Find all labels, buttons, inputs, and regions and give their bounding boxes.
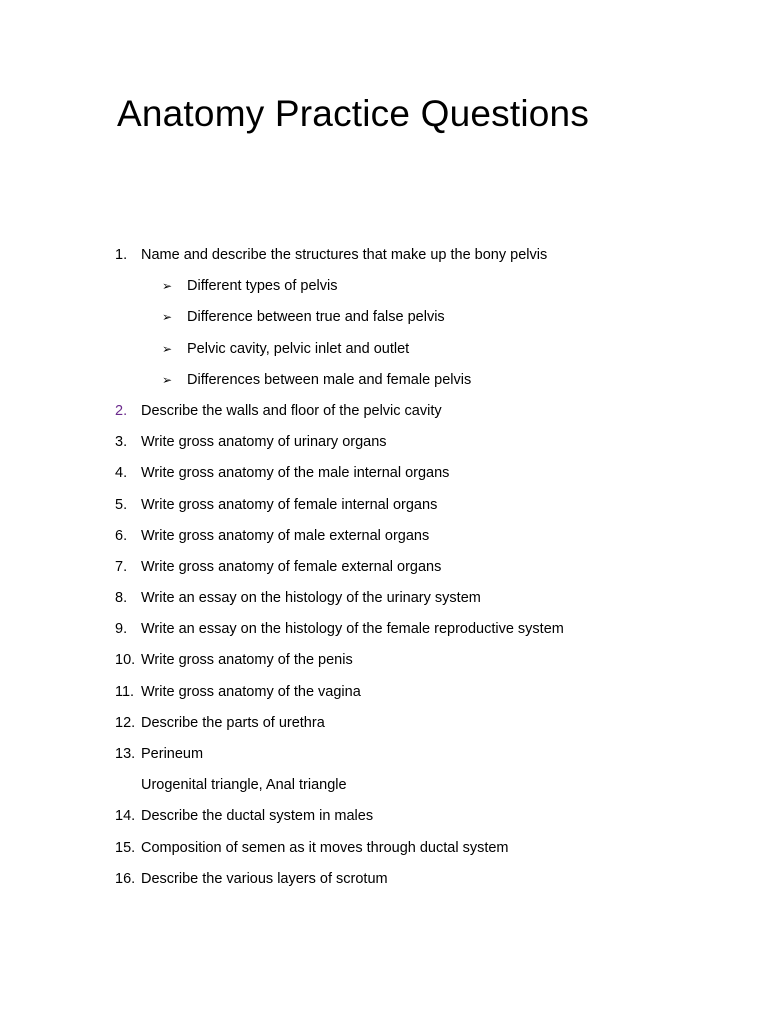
item-text: Composition of semen as it moves through ductal system — [141, 839, 509, 856]
list-item-q1 — [0, 240, 768, 271]
item-text: Name and describe the structures that make up the bony pelvis — [141, 247, 548, 263]
list-item-q13 — [0, 739, 768, 770]
item-text: Write an essay on the histology of the urinary system — [141, 590, 481, 607]
item-text: Write gross anatomy of the vagina — [141, 683, 361, 700]
list-item-q5 — [0, 490, 768, 521]
item-text: Perineum — [141, 746, 204, 762]
sub-item-text: Different types of pelvis — [187, 278, 338, 295]
item-text: Write gross anatomy of the male internal organs — [141, 465, 450, 482]
sub-item-text: Pelvic cavity, pelvic inlet and outlet — [187, 340, 410, 357]
question-list — [0, 240, 768, 895]
item-number: 5. — [115, 496, 128, 513]
item-number: 14. — [115, 808, 136, 825]
item-note-text: Urogenital triangle, Anal triangle — [141, 777, 347, 794]
list-item-q4 — [0, 458, 768, 489]
item-text: Write gross anatomy of urinary organs — [141, 434, 387, 451]
item-text: Write gross anatomy of the penis — [141, 652, 353, 669]
sub-item — [0, 302, 768, 333]
list-item-q6 — [0, 521, 768, 552]
sub-item — [0, 271, 768, 302]
item-text: Write an essay on the histology of the female reproductive system — [141, 621, 564, 638]
list-item-q11 — [0, 677, 768, 708]
sub-item-text: Difference between true and false pelvis — [187, 309, 445, 326]
list-item-q3 — [0, 427, 768, 458]
list-item-q13-note — [0, 770, 768, 801]
item-number: 6. — [115, 527, 128, 544]
list-item-q8 — [0, 583, 768, 614]
item-number: 8. — [115, 590, 128, 607]
item-text: Describe the ductal system in males — [141, 808, 374, 825]
item-number: 11. — [115, 683, 135, 700]
item-number: 1. — [115, 247, 128, 263]
item-number: 10. — [115, 652, 136, 669]
sub-item — [0, 334, 768, 365]
list-item-q10 — [0, 645, 768, 676]
arrow-bullet-icon: ➢ — [162, 279, 173, 294]
list-item-q9 — [0, 614, 768, 645]
item-number: 2. — [115, 402, 128, 419]
item-number: 3. — [115, 434, 128, 451]
item-number: 15. — [115, 839, 136, 856]
list-item-q12 — [0, 708, 768, 739]
item-number: 4. — [115, 465, 128, 482]
sub-item-text: Differences between male and female pelvis — [187, 371, 472, 388]
list-item-q2 — [0, 396, 768, 427]
list-item-q16 — [0, 864, 768, 895]
item-text: Describe the walls and floor of the pelvic cavity — [141, 402, 442, 419]
item-text: Describe the various layers of scrotum — [141, 870, 388, 887]
list-item-q14 — [0, 801, 768, 832]
arrow-bullet-icon: ➢ — [162, 341, 173, 356]
arrow-bullet-icon: ➢ — [162, 310, 173, 325]
item-number: 9. — [115, 621, 128, 638]
item-text: Write gross anatomy of male external organs — [141, 527, 430, 544]
sub-item — [0, 365, 768, 396]
item-text: Describe the parts of urethra — [141, 714, 325, 731]
item-number: 7. — [115, 558, 128, 575]
page-title: Anatomy Practice Questions — [117, 93, 590, 134]
arrow-bullet-icon: ➢ — [162, 372, 173, 387]
item-text: Write gross anatomy of female external organs — [141, 558, 442, 575]
list-item-q7 — [0, 552, 768, 583]
item-number: 12. — [115, 714, 136, 731]
item-number: 13. — [115, 746, 136, 762]
list-item-q15 — [0, 833, 768, 864]
item-number: 16. — [115, 870, 136, 887]
item-text: Write gross anatomy of female internal organs — [141, 496, 438, 513]
